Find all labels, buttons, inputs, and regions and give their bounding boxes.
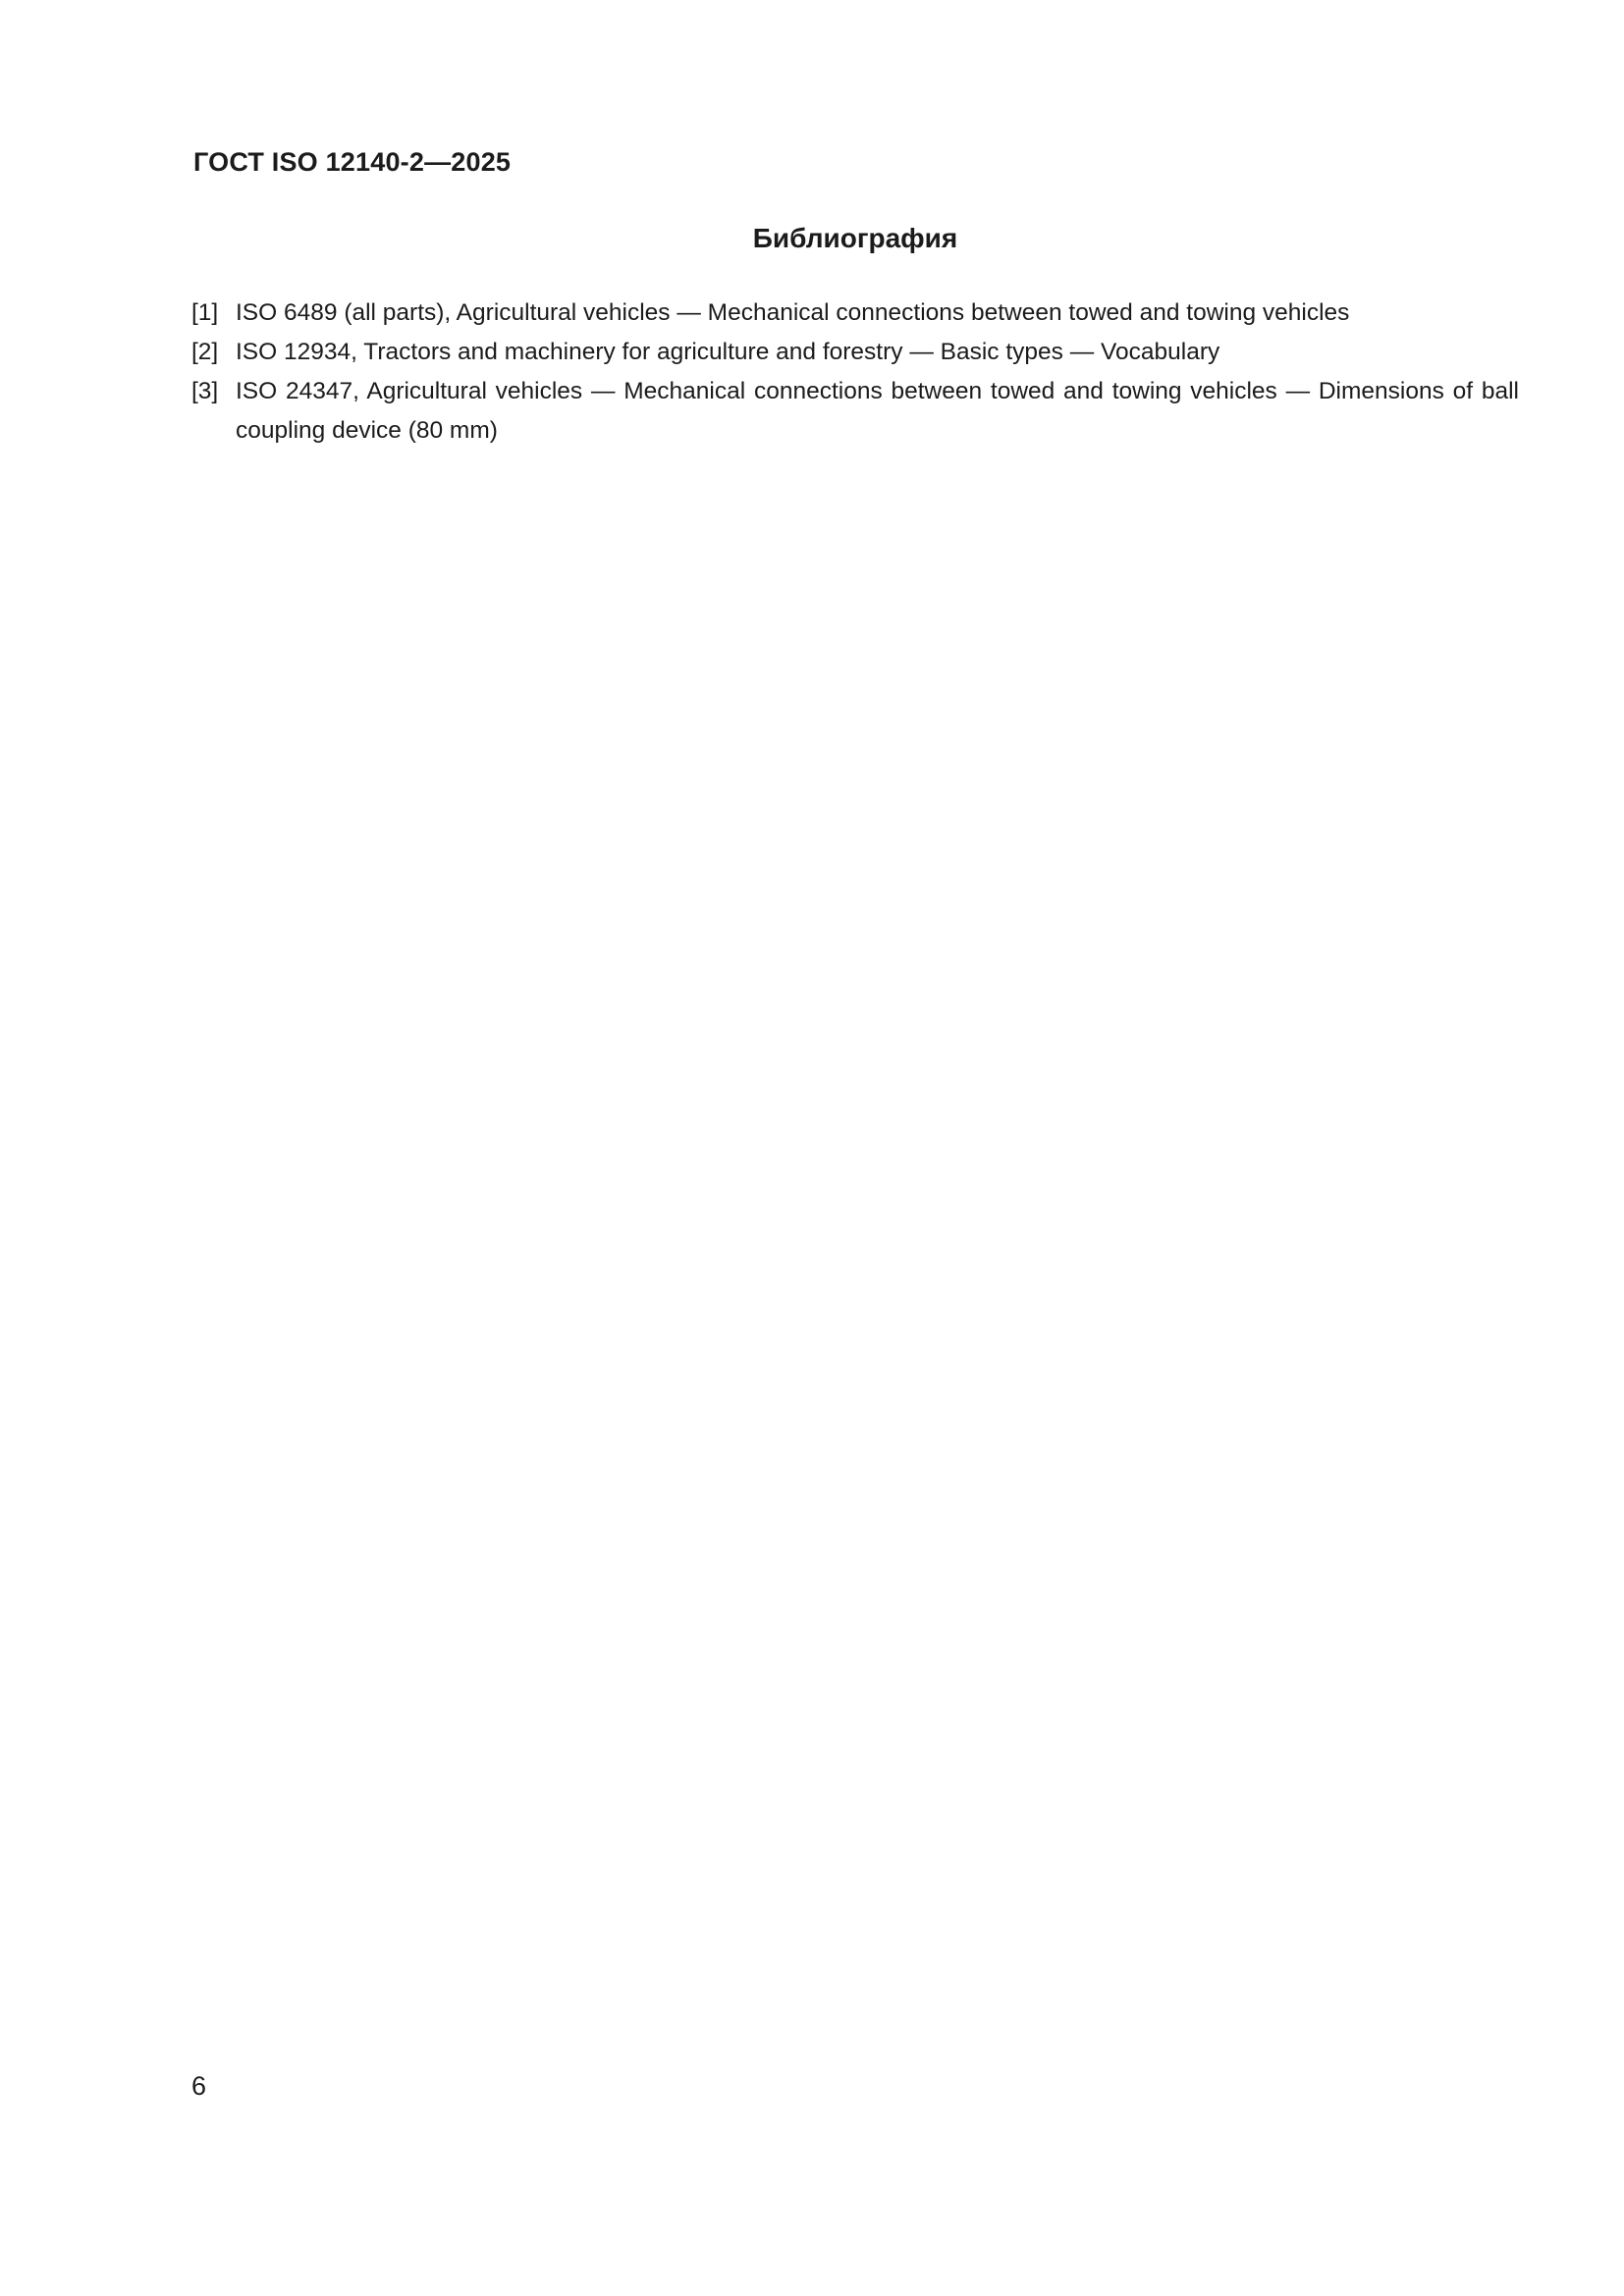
section-title: Библиография xyxy=(752,223,958,253)
running-header: ГОСТ ISO 12140-2—2025 xyxy=(193,147,512,177)
reference-label: [2] xyxy=(191,339,219,365)
reference-item xyxy=(191,372,1519,451)
reference-text: ISO 6489 (all parts), Agricultural vehicles — Mechanical connections between towed and towing vehicles xyxy=(236,299,1350,326)
reference-label: [3] xyxy=(191,378,219,404)
reference-label: [1] xyxy=(191,299,219,326)
page-number: 6 xyxy=(191,2071,207,2101)
reference-item xyxy=(191,333,1519,372)
reference-item xyxy=(191,294,1519,333)
reference-text: ISO 24347, Agricultural vehicles — Mechanical connections between towed and towing vehicles — Dimensions of ball coupling device (80 mm) xyxy=(236,378,1519,444)
bibliography-list xyxy=(191,294,1519,451)
reference-text: ISO 12934, Tractors and machinery for agriculture and forestry — Basic types — Vocabulary xyxy=(236,339,1220,365)
